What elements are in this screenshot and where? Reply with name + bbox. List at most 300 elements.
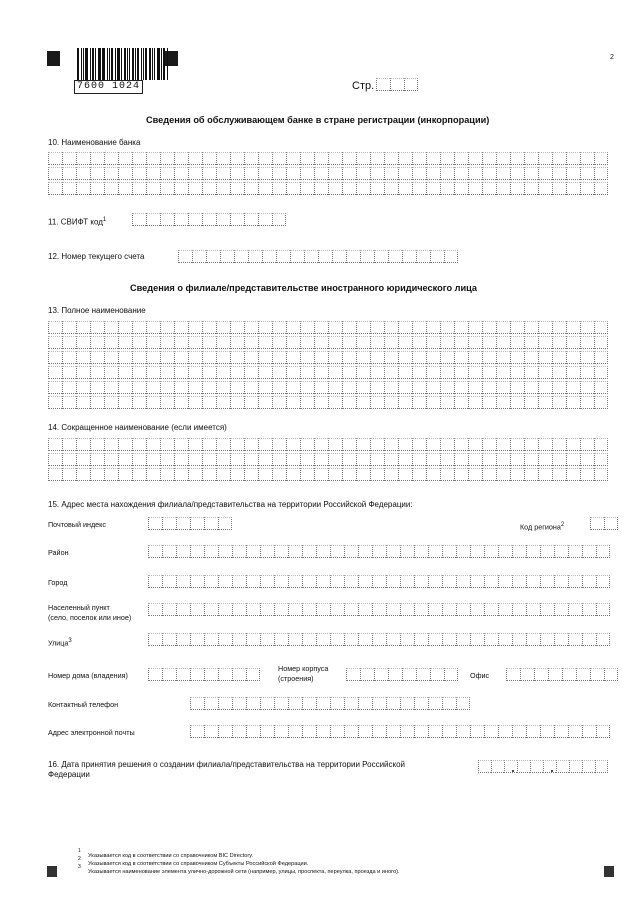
entry-cell[interactable] bbox=[48, 453, 62, 466]
entry-cell[interactable] bbox=[496, 152, 510, 165]
entry-cell[interactable] bbox=[540, 725, 554, 738]
entry-cell[interactable] bbox=[470, 633, 484, 646]
entry-cell[interactable] bbox=[132, 438, 146, 451]
entry-cell[interactable] bbox=[370, 366, 384, 379]
entry-cell[interactable] bbox=[370, 152, 384, 165]
entry-cell[interactable] bbox=[566, 438, 580, 451]
entry-cell[interactable] bbox=[524, 468, 538, 481]
entry-cell[interactable] bbox=[400, 575, 414, 588]
entry-cell[interactable] bbox=[370, 468, 384, 481]
entry-cell[interactable] bbox=[160, 213, 174, 226]
entry-cell[interactable] bbox=[272, 453, 286, 466]
entry-cell[interactable] bbox=[272, 468, 286, 481]
entry-cell[interactable] bbox=[288, 575, 302, 588]
short-name-row-1[interactable] bbox=[48, 438, 608, 451]
entry-cell[interactable] bbox=[192, 250, 206, 263]
entry-cell[interactable] bbox=[332, 250, 346, 263]
entry-cell[interactable] bbox=[512, 725, 526, 738]
entry-cell[interactable] bbox=[330, 697, 344, 710]
entry-cell[interactable] bbox=[440, 366, 454, 379]
entry-cell[interactable] bbox=[370, 438, 384, 451]
entry-cell[interactable] bbox=[370, 381, 384, 394]
entry-cell[interactable] bbox=[146, 321, 160, 334]
entry-cell[interactable] bbox=[302, 575, 316, 588]
entry-cell[interactable] bbox=[510, 167, 524, 180]
entry-cell[interactable] bbox=[454, 182, 468, 195]
entry-cell[interactable] bbox=[344, 603, 358, 616]
entry-cell[interactable] bbox=[468, 381, 482, 394]
entry-cell[interactable] bbox=[118, 438, 132, 451]
entry-cell[interactable] bbox=[356, 152, 370, 165]
entry-cell[interactable] bbox=[104, 468, 118, 481]
entry-cell[interactable] bbox=[246, 668, 260, 681]
entry-cell[interactable] bbox=[328, 468, 342, 481]
entry-cell[interactable] bbox=[552, 182, 566, 195]
entry-cell[interactable] bbox=[580, 182, 594, 195]
entry-cell[interactable] bbox=[552, 468, 566, 481]
entry-cell[interactable] bbox=[316, 603, 330, 616]
entry-cell[interactable] bbox=[524, 396, 538, 409]
entry-cell[interactable] bbox=[594, 351, 608, 364]
email-input[interactable] bbox=[190, 725, 610, 738]
entry-cell[interactable] bbox=[580, 381, 594, 394]
entry-cell[interactable] bbox=[456, 633, 470, 646]
entry-cell[interactable] bbox=[272, 366, 286, 379]
entry-cell[interactable] bbox=[400, 603, 414, 616]
entry-cell[interactable] bbox=[384, 453, 398, 466]
entry-cell[interactable] bbox=[146, 336, 160, 349]
entry-cell[interactable] bbox=[414, 603, 428, 616]
entry-cell[interactable] bbox=[426, 438, 440, 451]
entry-cell[interactable] bbox=[482, 438, 496, 451]
entry-cell[interactable] bbox=[230, 213, 244, 226]
entry-cell[interactable] bbox=[314, 336, 328, 349]
entry-cell[interactable] bbox=[62, 468, 76, 481]
entry-cell[interactable] bbox=[90, 152, 104, 165]
street-input[interactable] bbox=[148, 633, 610, 646]
entry-cell[interactable] bbox=[342, 182, 356, 195]
entry-cell[interactable] bbox=[566, 182, 580, 195]
entry-cell[interactable] bbox=[360, 668, 374, 681]
entry-cell[interactable] bbox=[90, 336, 104, 349]
entry-cell[interactable] bbox=[62, 167, 76, 180]
entry-cell[interactable] bbox=[356, 366, 370, 379]
entry-cell[interactable] bbox=[498, 545, 512, 558]
entry-cell[interactable] bbox=[118, 396, 132, 409]
entry-cell[interactable] bbox=[90, 167, 104, 180]
entry-cell[interactable] bbox=[398, 182, 412, 195]
entry-cell[interactable] bbox=[582, 545, 596, 558]
entry-cell[interactable] bbox=[356, 396, 370, 409]
entry-cell[interactable] bbox=[188, 152, 202, 165]
entry-cell[interactable] bbox=[216, 336, 230, 349]
entry-cell[interactable] bbox=[330, 725, 344, 738]
entry-cell[interactable] bbox=[510, 321, 524, 334]
entry-cell[interactable] bbox=[538, 381, 552, 394]
entry-cell[interactable] bbox=[398, 438, 412, 451]
entry-cell[interactable] bbox=[216, 152, 230, 165]
entry-cell[interactable] bbox=[330, 633, 344, 646]
entry-cell[interactable] bbox=[412, 182, 426, 195]
entry-cell[interactable] bbox=[216, 321, 230, 334]
short-name-row-3[interactable] bbox=[48, 468, 608, 481]
entry-cell[interactable] bbox=[76, 396, 90, 409]
entry-cell[interactable] bbox=[426, 152, 440, 165]
entry-cell[interactable] bbox=[174, 213, 188, 226]
entry-cell[interactable] bbox=[302, 697, 316, 710]
entry-cell[interactable] bbox=[300, 351, 314, 364]
entry-cell[interactable] bbox=[300, 468, 314, 481]
entry-cell[interactable] bbox=[538, 396, 552, 409]
entry-cell[interactable] bbox=[260, 697, 274, 710]
entry-cell[interactable] bbox=[566, 321, 580, 334]
entry-cell[interactable] bbox=[244, 213, 258, 226]
full-name-row-1[interactable] bbox=[48, 321, 608, 334]
entry-cell[interactable] bbox=[554, 575, 568, 588]
entry-cell[interactable] bbox=[510, 336, 524, 349]
entry-cell[interactable] bbox=[330, 575, 344, 588]
entry-cell[interactable] bbox=[230, 336, 244, 349]
entry-cell[interactable] bbox=[328, 167, 342, 180]
entry-cell[interactable] bbox=[402, 250, 416, 263]
entry-cell[interactable] bbox=[384, 321, 398, 334]
swift-code-input[interactable] bbox=[132, 213, 286, 226]
entry-cell[interactable] bbox=[524, 351, 538, 364]
entry-cell[interactable] bbox=[288, 633, 302, 646]
entry-cell[interactable] bbox=[356, 468, 370, 481]
entry-cell[interactable] bbox=[604, 517, 618, 530]
entry-cell[interactable] bbox=[274, 545, 288, 558]
entry-cell[interactable] bbox=[246, 545, 260, 558]
entry-cell[interactable] bbox=[328, 366, 342, 379]
entry-cell[interactable] bbox=[62, 182, 76, 195]
entry-cell[interactable] bbox=[258, 453, 272, 466]
entry-cell[interactable] bbox=[190, 603, 204, 616]
entry-cell[interactable] bbox=[258, 366, 272, 379]
entry-cell[interactable] bbox=[398, 381, 412, 394]
entry-cell[interactable] bbox=[90, 351, 104, 364]
entry-cell[interactable] bbox=[552, 453, 566, 466]
entry-cell[interactable] bbox=[428, 545, 442, 558]
entry-cell[interactable] bbox=[342, 351, 356, 364]
entry-cell[interactable] bbox=[538, 468, 552, 481]
entry-cell[interactable] bbox=[76, 152, 90, 165]
entry-cell[interactable] bbox=[426, 453, 440, 466]
entry-cell[interactable] bbox=[344, 725, 358, 738]
entry-cell[interactable] bbox=[482, 321, 496, 334]
entry-cell[interactable] bbox=[288, 697, 302, 710]
entry-cell[interactable] bbox=[440, 351, 454, 364]
entry-cell[interactable] bbox=[76, 167, 90, 180]
entry-cell[interactable] bbox=[526, 545, 540, 558]
entry-cell[interactable] bbox=[398, 321, 412, 334]
entry-cell[interactable] bbox=[538, 167, 552, 180]
entry-cell[interactable] bbox=[552, 351, 566, 364]
entry-cell[interactable] bbox=[569, 760, 582, 773]
entry-cell[interactable] bbox=[48, 336, 62, 349]
entry-cell[interactable] bbox=[356, 182, 370, 195]
entry-cell[interactable] bbox=[454, 336, 468, 349]
entry-cell[interactable] bbox=[384, 351, 398, 364]
entry-cell[interactable] bbox=[496, 321, 510, 334]
entry-cell[interactable] bbox=[132, 336, 146, 349]
entry-cell[interactable] bbox=[328, 381, 342, 394]
entry-cell[interactable] bbox=[286, 152, 300, 165]
entry-cell[interactable] bbox=[580, 351, 594, 364]
entry-cell[interactable] bbox=[188, 453, 202, 466]
entry-cell[interactable] bbox=[468, 167, 482, 180]
entry-cell[interactable] bbox=[568, 575, 582, 588]
entry-cell[interactable] bbox=[372, 633, 386, 646]
entry-cell[interactable] bbox=[342, 321, 356, 334]
entry-cell[interactable] bbox=[62, 438, 76, 451]
entry-cell[interactable] bbox=[540, 575, 554, 588]
entry-cell[interactable] bbox=[566, 152, 580, 165]
entry-cell[interactable] bbox=[258, 336, 272, 349]
entry-cell[interactable] bbox=[118, 152, 132, 165]
entry-cell[interactable] bbox=[244, 468, 258, 481]
entry-cell[interactable] bbox=[248, 250, 262, 263]
entry-cell[interactable] bbox=[62, 321, 76, 334]
entry-cell[interactable] bbox=[582, 603, 596, 616]
entry-cell[interactable] bbox=[104, 336, 118, 349]
entry-cell[interactable] bbox=[426, 182, 440, 195]
entry-cell[interactable] bbox=[554, 725, 568, 738]
entry-cell[interactable] bbox=[288, 725, 302, 738]
entry-cell[interactable] bbox=[174, 468, 188, 481]
entry-cell[interactable] bbox=[258, 321, 272, 334]
entry-cell[interactable] bbox=[160, 351, 174, 364]
entry-cell[interactable] bbox=[314, 351, 328, 364]
entry-cell[interactable] bbox=[216, 381, 230, 394]
entry-cell[interactable] bbox=[178, 250, 192, 263]
entry-cell[interactable] bbox=[442, 697, 456, 710]
entry-cell[interactable] bbox=[290, 250, 304, 263]
entry-cell[interactable] bbox=[286, 167, 300, 180]
entry-cell[interactable] bbox=[566, 396, 580, 409]
entry-cell[interactable] bbox=[288, 545, 302, 558]
entry-cell[interactable] bbox=[496, 438, 510, 451]
entry-cell[interactable] bbox=[190, 517, 204, 530]
entry-cell[interactable] bbox=[328, 182, 342, 195]
entry-cell[interactable] bbox=[286, 381, 300, 394]
entry-cell[interactable] bbox=[538, 182, 552, 195]
entry-cell[interactable] bbox=[444, 668, 458, 681]
district-input[interactable] bbox=[148, 545, 610, 558]
entry-cell[interactable] bbox=[202, 321, 216, 334]
entry-cell[interactable] bbox=[90, 321, 104, 334]
entry-cell[interactable] bbox=[344, 697, 358, 710]
entry-cell[interactable] bbox=[468, 453, 482, 466]
entry-cell[interactable] bbox=[454, 366, 468, 379]
entry-cell[interactable] bbox=[342, 468, 356, 481]
entry-cell[interactable] bbox=[414, 697, 428, 710]
entry-cell[interactable] bbox=[468, 321, 482, 334]
entry-cell[interactable] bbox=[400, 697, 414, 710]
entry-cell[interactable] bbox=[506, 668, 520, 681]
entry-cell[interactable] bbox=[456, 697, 470, 710]
entry-cell[interactable] bbox=[300, 396, 314, 409]
city-input[interactable] bbox=[148, 575, 610, 588]
full-name-row-5[interactable] bbox=[48, 381, 608, 394]
entry-cell[interactable] bbox=[218, 633, 232, 646]
entry-cell[interactable] bbox=[90, 381, 104, 394]
entry-cell[interactable] bbox=[48, 468, 62, 481]
entry-cell[interactable] bbox=[272, 182, 286, 195]
entry-cell[interactable] bbox=[274, 633, 288, 646]
entry-cell[interactable] bbox=[316, 575, 330, 588]
entry-cell[interactable] bbox=[596, 725, 610, 738]
entry-cell[interactable] bbox=[286, 396, 300, 409]
entry-cell[interactable] bbox=[146, 453, 160, 466]
entry-cell[interactable] bbox=[188, 438, 202, 451]
entry-cell[interactable] bbox=[372, 575, 386, 588]
entry-cell[interactable] bbox=[342, 438, 356, 451]
entry-cell[interactable] bbox=[384, 152, 398, 165]
entry-cell[interactable] bbox=[526, 633, 540, 646]
entry-cell[interactable] bbox=[356, 438, 370, 451]
entry-cell[interactable] bbox=[174, 366, 188, 379]
full-name-row-4[interactable] bbox=[48, 366, 608, 379]
entry-cell[interactable] bbox=[246, 575, 260, 588]
entry-cell[interactable] bbox=[188, 381, 202, 394]
entry-cell[interactable] bbox=[594, 167, 608, 180]
entry-cell[interactable] bbox=[491, 760, 504, 773]
entry-cell[interactable] bbox=[370, 167, 384, 180]
entry-cell[interactable] bbox=[190, 668, 204, 681]
entry-cell[interactable] bbox=[468, 396, 482, 409]
entry-cell[interactable] bbox=[582, 725, 596, 738]
entry-cell[interactable] bbox=[454, 468, 468, 481]
entry-cell[interactable] bbox=[580, 438, 594, 451]
entry-cell[interactable] bbox=[202, 213, 216, 226]
entry-cell[interactable] bbox=[440, 167, 454, 180]
entry-cell[interactable] bbox=[146, 438, 160, 451]
entry-cell[interactable] bbox=[524, 381, 538, 394]
entry-cell[interactable] bbox=[176, 545, 190, 558]
entry-cell[interactable] bbox=[218, 575, 232, 588]
entry-cell[interactable] bbox=[412, 468, 426, 481]
entry-cell[interactable] bbox=[314, 167, 328, 180]
entry-cell[interactable] bbox=[428, 725, 442, 738]
entry-cell[interactable] bbox=[148, 603, 162, 616]
entry-cell[interactable] bbox=[244, 321, 258, 334]
entry-cell[interactable] bbox=[430, 250, 444, 263]
entry-cell[interactable] bbox=[300, 453, 314, 466]
entry-cell[interactable] bbox=[286, 321, 300, 334]
entry-cell[interactable] bbox=[442, 603, 456, 616]
entry-cell[interactable] bbox=[594, 321, 608, 334]
entry-cell[interactable] bbox=[582, 760, 595, 773]
entry-cell[interactable] bbox=[580, 468, 594, 481]
entry-cell[interactable] bbox=[510, 396, 524, 409]
entry-cell[interactable] bbox=[524, 366, 538, 379]
entry-cell[interactable] bbox=[534, 668, 548, 681]
entry-cell[interactable] bbox=[220, 250, 234, 263]
entry-cell[interactable] bbox=[540, 633, 554, 646]
entry-cell[interactable] bbox=[440, 381, 454, 394]
entry-cell[interactable] bbox=[552, 366, 566, 379]
entry-cell[interactable] bbox=[104, 321, 118, 334]
entry-cell[interactable] bbox=[372, 603, 386, 616]
entry-cell[interactable] bbox=[232, 603, 246, 616]
entry-cell[interactable] bbox=[244, 182, 258, 195]
entry-cell[interactable] bbox=[538, 453, 552, 466]
entry-cell[interactable] bbox=[566, 468, 580, 481]
entry-cell[interactable] bbox=[454, 167, 468, 180]
entry-cell[interactable] bbox=[162, 603, 176, 616]
entry-cell[interactable] bbox=[384, 381, 398, 394]
entry-cell[interactable] bbox=[232, 633, 246, 646]
entry-cell[interactable] bbox=[478, 760, 491, 773]
entry-cell[interactable] bbox=[562, 668, 576, 681]
entry-cell[interactable] bbox=[594, 381, 608, 394]
entry-cell[interactable] bbox=[510, 351, 524, 364]
entry-cell[interactable] bbox=[48, 366, 62, 379]
entry-cell[interactable] bbox=[230, 167, 244, 180]
entry-cell[interactable] bbox=[160, 182, 174, 195]
entry-cell[interactable] bbox=[358, 633, 372, 646]
entry-cell[interactable] bbox=[286, 453, 300, 466]
entry-cell[interactable] bbox=[148, 668, 162, 681]
entry-cell[interactable] bbox=[204, 545, 218, 558]
entry-cell[interactable] bbox=[580, 321, 594, 334]
entry-cell[interactable] bbox=[188, 396, 202, 409]
entry-cell[interactable] bbox=[356, 321, 370, 334]
entry-cell[interactable] bbox=[230, 453, 244, 466]
entry-cell[interactable] bbox=[258, 396, 272, 409]
entry-cell[interactable] bbox=[538, 351, 552, 364]
entry-cell[interactable] bbox=[232, 668, 246, 681]
entry-cell[interactable] bbox=[188, 336, 202, 349]
entry-cell[interactable] bbox=[346, 668, 360, 681]
entry-cell[interactable] bbox=[146, 213, 160, 226]
entry-cell[interactable] bbox=[202, 152, 216, 165]
entry-cell[interactable] bbox=[104, 167, 118, 180]
entry-cell[interactable] bbox=[286, 182, 300, 195]
entry-cell[interactable] bbox=[286, 468, 300, 481]
entry-cell[interactable] bbox=[204, 668, 218, 681]
entry-cell[interactable] bbox=[426, 167, 440, 180]
entry-cell[interactable] bbox=[370, 336, 384, 349]
entry-cell[interactable] bbox=[244, 396, 258, 409]
entry-cell[interactable] bbox=[388, 250, 402, 263]
entry-cell[interactable] bbox=[258, 213, 272, 226]
entry-cell[interactable] bbox=[160, 468, 174, 481]
entry-cell[interactable] bbox=[342, 396, 356, 409]
entry-cell[interactable] bbox=[160, 453, 174, 466]
entry-cell[interactable] bbox=[386, 575, 400, 588]
entry-cell[interactable] bbox=[188, 468, 202, 481]
entry-cell[interactable] bbox=[594, 396, 608, 409]
entry-cell[interactable] bbox=[580, 366, 594, 379]
entry-cell[interactable] bbox=[400, 545, 414, 558]
entry-cell[interactable] bbox=[244, 453, 258, 466]
entry-cell[interactable] bbox=[174, 453, 188, 466]
entry-cell[interactable] bbox=[48, 182, 62, 195]
entry-cell[interactable] bbox=[132, 351, 146, 364]
entry-cell[interactable] bbox=[146, 182, 160, 195]
entry-cell[interactable] bbox=[216, 182, 230, 195]
entry-cell[interactable] bbox=[386, 633, 400, 646]
entry-cell[interactable] bbox=[454, 381, 468, 394]
entry-cell[interactable] bbox=[386, 697, 400, 710]
entry-cell[interactable] bbox=[442, 545, 456, 558]
entry-cell[interactable] bbox=[188, 351, 202, 364]
entry-cell[interactable] bbox=[160, 167, 174, 180]
entry-cell[interactable] bbox=[454, 321, 468, 334]
bank-name-row-1[interactable] bbox=[48, 152, 608, 165]
